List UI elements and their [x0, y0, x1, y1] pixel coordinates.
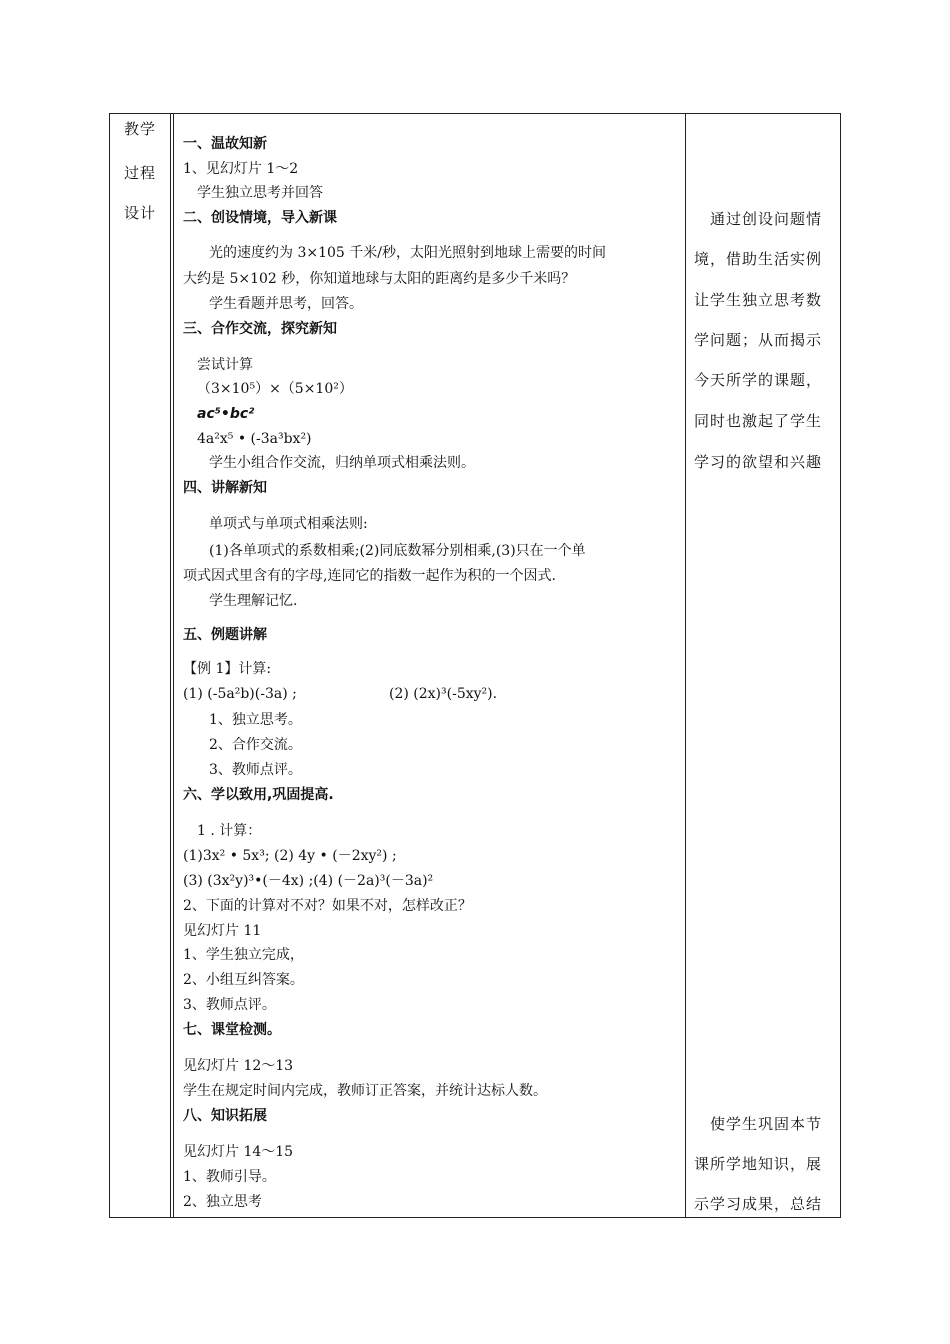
note-line: 让学生独立思考数: [694, 291, 823, 309]
text-line: 大约是 5×102 秒，你知道地球与太阳的距离约是多少千米吗？: [183, 271, 576, 287]
formula-line: ac⁵•bc²: [197, 406, 255, 422]
text-line: 1、见幻灯片 1～2: [183, 161, 299, 177]
text-line: 见幻灯片 11: [183, 923, 262, 939]
text-line: 学生在规定时间内完成，教师订正答案，并统计达标人数。: [183, 1083, 547, 1099]
formula-line: (3) (3x²y)³•(－4x) ;(4) (－2a)³(－3a)²: [183, 873, 434, 889]
text-line: 学生小组合作交流，归纳单项式相乘法则。: [209, 455, 475, 471]
section-title: 七、课堂检测。: [183, 1022, 281, 1038]
text-line: 【例 1】计算:: [183, 661, 272, 677]
text-line: 3、教师点评。: [209, 762, 302, 778]
text-line: 1、学生独立完成，: [183, 947, 304, 963]
formula-line: (2) (2x)³(-5xy²).: [389, 686, 498, 702]
text-line: 见幻灯片 14～15: [183, 1144, 294, 1160]
formula-line: (1) (-5a²b)(-3a) ;: [183, 686, 297, 702]
section-title: 二、创设情境，导入新课: [183, 210, 337, 226]
note-line: 课所学地知识，展: [694, 1155, 823, 1173]
note-line: 同时也激起了学生: [694, 412, 823, 430]
text-line: 1 . 计算：: [197, 823, 262, 839]
text-line: 光的速度约为 3×105 千米/秒，太阳光照射到地球上需要的时间: [209, 245, 606, 261]
text-line: 3、教师点评。: [183, 997, 276, 1013]
lesson-table: [109, 113, 841, 1218]
column-divider: [173, 114, 174, 1217]
note-line: 使学生巩固本节: [710, 1115, 823, 1133]
text-line: 见幻灯片 12～13: [183, 1058, 294, 1074]
note-line: 示学习成果，总结: [694, 1195, 823, 1213]
note-line: 今天所学的课题，: [694, 371, 823, 389]
section-title: 六、学以致用,巩固提高.: [183, 787, 334, 803]
text-line: 学生看题并思考，回答。: [209, 296, 363, 312]
text-line: 学生理解记忆.: [209, 593, 298, 609]
text-line: 尝试计算: [197, 357, 253, 373]
note-line: 境，借助生活实例: [694, 250, 823, 268]
section-title: 三、合作交流，探究新知: [183, 321, 337, 337]
note-line: 学习的欲望和兴趣: [694, 453, 823, 471]
text-line: 2、合作交流。: [209, 737, 302, 753]
note-line: 学问题；从而揭示: [694, 331, 823, 349]
column-divider: [170, 114, 171, 1217]
left-label: 过程: [124, 164, 157, 182]
left-label: 设计: [124, 204, 157, 222]
section-title: 一、温故知新: [183, 136, 267, 152]
note-line: 通过创设问题情: [710, 210, 823, 228]
left-label: 教学: [124, 120, 157, 138]
formula-line: 4a²x⁵ • (-3a³bx²): [197, 431, 312, 447]
text-line: (1)各单项式的系数相乘;(2)同底数幂分别相乘,(3)只在一个单: [209, 543, 586, 559]
text-line: 1、教师引导。: [183, 1169, 276, 1185]
text-line: 单项式与单项式相乘法则:: [209, 516, 368, 532]
section-title: 五、例题讲解: [183, 627, 267, 643]
section-title: 四、讲解新知: [183, 480, 267, 496]
text-line: 1、独立思考。: [209, 712, 302, 728]
section-title: 八、知识拓展: [183, 1108, 267, 1124]
text-line: 项式因式里含有的字母,连同它的指数一起作为积的一个因式.: [183, 568, 556, 584]
column-divider: [685, 114, 686, 1217]
text-line: 2、小组互纠答案。: [183, 972, 304, 988]
formula-line: （3×10⁵）×（5×10²）: [197, 381, 353, 397]
formula-line: (1)3x² • 5x³; (2) 4y • (－2xy²) ;: [183, 848, 397, 864]
text-line: 2、独立思考: [183, 1194, 262, 1210]
text-line: 学生独立思考并回答: [197, 185, 323, 201]
text-line: 2、下面的计算对不对？如果不对，怎样改正？: [183, 898, 472, 914]
